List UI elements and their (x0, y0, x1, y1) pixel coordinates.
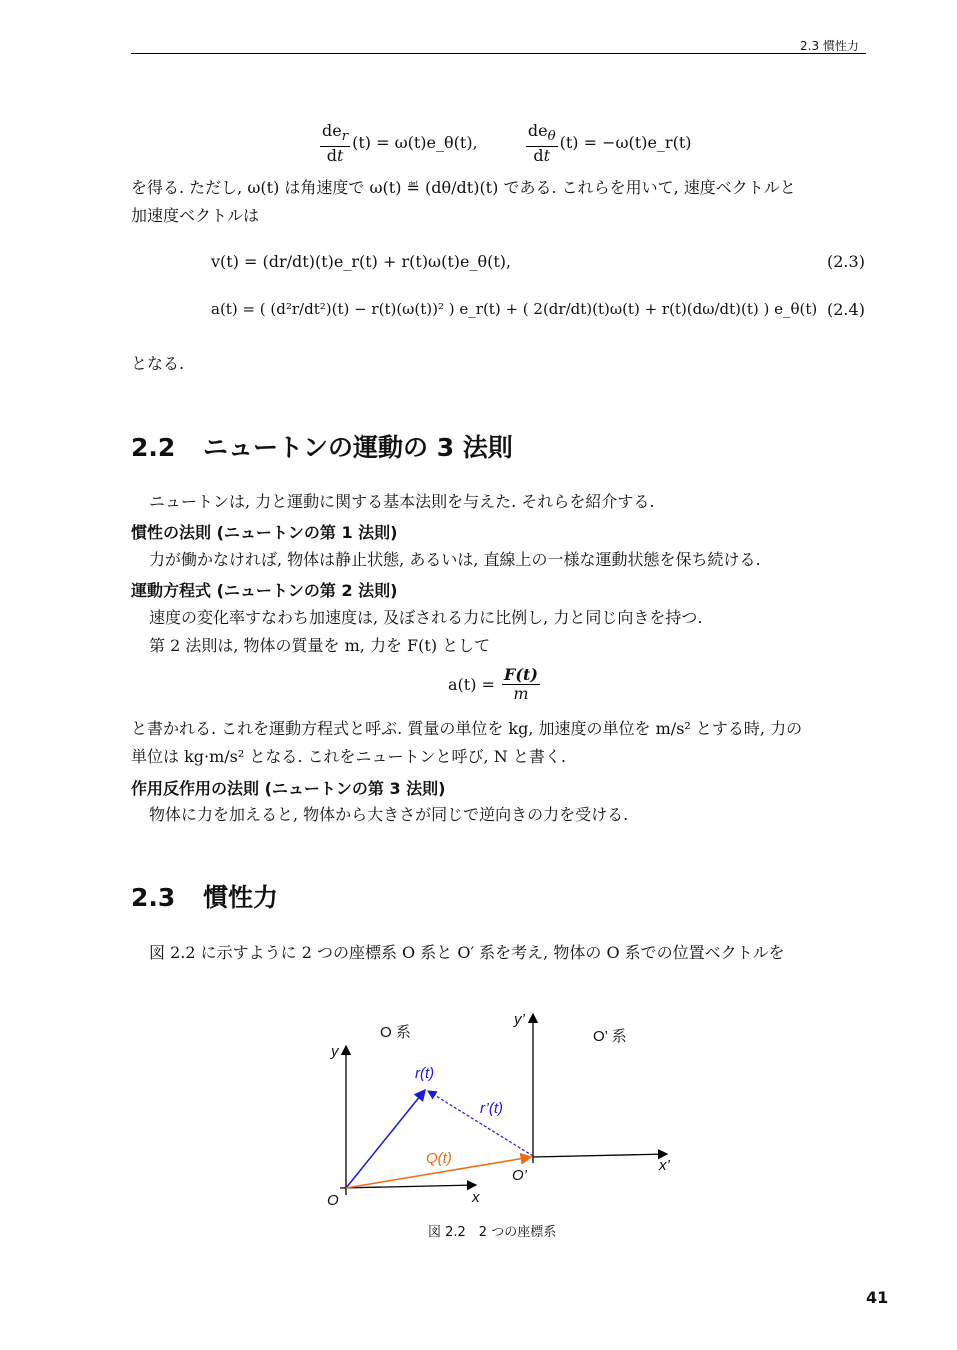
label-r2: r’(t) (480, 1100, 504, 1117)
figure-caption: 図 2.2 2 つの座標系 (428, 1225, 557, 1240)
running-header: 2.3 慣性力 (800, 39, 859, 53)
label-y: y (331, 1043, 339, 1060)
label-O2: O’ (512, 1167, 527, 1184)
equation-number: (2.4) (827, 300, 865, 319)
law-heading: 運動方程式 (ニュートンの第 2 法則) (131, 581, 398, 600)
label-r: r(t) (415, 1065, 435, 1082)
paragraph-line: ニュートンは, 力と運動に関する基本法則を与えた. それらを紹介する. (149, 492, 655, 511)
label-Q: Q(t) (426, 1150, 452, 1167)
label-O: O (327, 1192, 339, 1209)
law-heading: 作用反作用の法則 (ニュートンの第 3 法則) (131, 779, 446, 798)
equation-2-3: v(t) = (dr/dt)(t)e_r(t) + r(t)ω(t)e_θ(t), (211, 252, 512, 271)
label-O2-system: O’ 系 (593, 1028, 627, 1045)
paragraph-line: 速度の変化率すなわち加速度は, 及ぼされる力に比例し, 力と同じ向きを持つ. (149, 608, 703, 627)
paragraph-line: を得る. ただし, ω(t) は角速度で ω(t) ≝ (dθ/dt)(t) である. これらを用いて, 速度ベクトルと (131, 178, 796, 197)
equation-number: (2.3) (827, 252, 865, 271)
paragraph-line: 加速度ベクトルは (131, 206, 260, 225)
paragraph-line: 図 2.2 に示すように 2 つの座標系 O 系と O′ 系を考え, 物体の O 系での位置ベクトルを (149, 943, 785, 962)
r-vector (346, 1090, 425, 1188)
paragraph-line: 力が働かなければ, 物体は静止状態, あるいは, 直線上の一様な運動状態を保ち続ける. (149, 550, 761, 569)
paragraph-line: 単位は kg·m/s² となる. これをニュートンと呼び, N と書く. (131, 747, 566, 766)
eq-part-2: (t) = −ω(t)e_r(t) (559, 133, 692, 153)
equation-2-4: a(t) = ( (d²r/dt²)(t) − r(t)(ω(t))² ) e_r(t) + ( 2(dr/dt)(t)ω(t) + r(t)(dω/dt)(t) ) e_θ(t) (211, 300, 818, 318)
paragraph-line: となる. (131, 354, 185, 373)
page-number: 41 (866, 1288, 889, 1307)
eq-part-1: (t) = ω(t)e_θ(t), (352, 133, 478, 153)
label-x2: x’ (659, 1157, 670, 1174)
section-heading-2-2: 2.2 ニュートンの運動の 3 法則 (131, 433, 513, 462)
law-heading: 慣性の法則 (ニュートンの第 1 法則) (131, 523, 398, 542)
paragraph-line: と書かれる. これを運動方程式と呼ぶ. 質量の単位を kg, 加速度の単位を m/s² とする時, 力の (131, 719, 803, 738)
section-heading-2-3: 2.3 慣性力 (131, 883, 279, 912)
x2-axis (533, 1154, 667, 1157)
label-x: x (472, 1189, 480, 1206)
equation-basis-derivatives: $\frac{de_r}{dt}$ (t) = ω(t)e_θ(t), $\frac{de_\theta}{dt}$ (t) = −ω(t)e_r(t) (322, 121, 692, 166)
paragraph-line: 物体に力を加えると, 物体から大きさが同じで逆向きの力を受ける. (149, 805, 629, 824)
label-y2: y’ (514, 1011, 525, 1028)
label-O-system: O 系 (380, 1024, 411, 1041)
paragraph-line: 第 2 法則は, 物体の質量を m, 力を F(t) として (149, 636, 491, 655)
equation-newton-2: a(t) = $\frac{F(t)}{m}$ (448, 665, 538, 703)
